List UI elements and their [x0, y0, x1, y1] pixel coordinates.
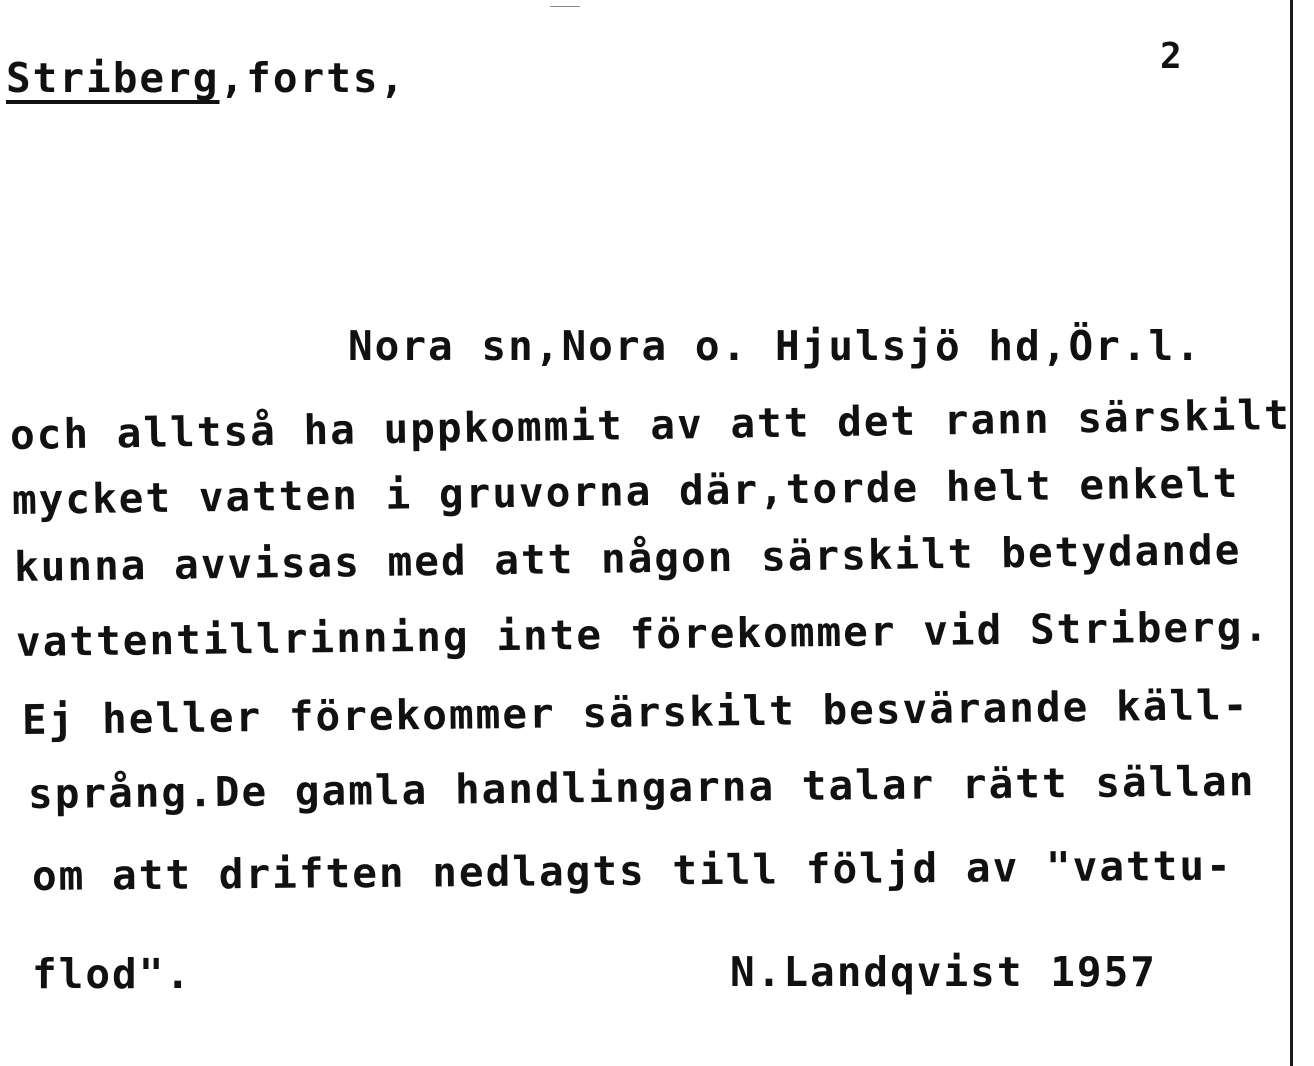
heading-suffix: ,forts,	[219, 54, 407, 102]
place-line: Nora sn,Nora o. Hjulsjö hd,Ör.l.	[348, 322, 1202, 370]
scan-mark	[550, 6, 580, 7]
signature: N.Landqvist 1957	[730, 948, 1157, 996]
card-heading	[6, 54, 407, 102]
card-edge-line	[1290, 0, 1293, 1066]
body-line: språng.De gamla handlingarna talar rätt sällan	[27, 757, 1256, 818]
body-line: vattentillrinning inte förekommer vid Striberg.	[15, 602, 1271, 666]
body-line: Ej heller förekommer särskilt besvärande käll-	[21, 681, 1250, 744]
body-line: kunna avvisas med att någon särskilt betydande	[13, 525, 1242, 591]
body-line: flod".	[32, 950, 193, 998]
heading-name: Striberg	[6, 54, 220, 102]
body-line: och alltså ha uppkommit av att det rann särskilt	[9, 390, 1292, 459]
page-number: 2	[1160, 36, 1182, 77]
body-line: mycket vatten i gruvorna där,torde helt enkelt	[11, 458, 1240, 524]
body-line: om att driften nedlagts till följd av "vattu-	[31, 841, 1233, 900]
